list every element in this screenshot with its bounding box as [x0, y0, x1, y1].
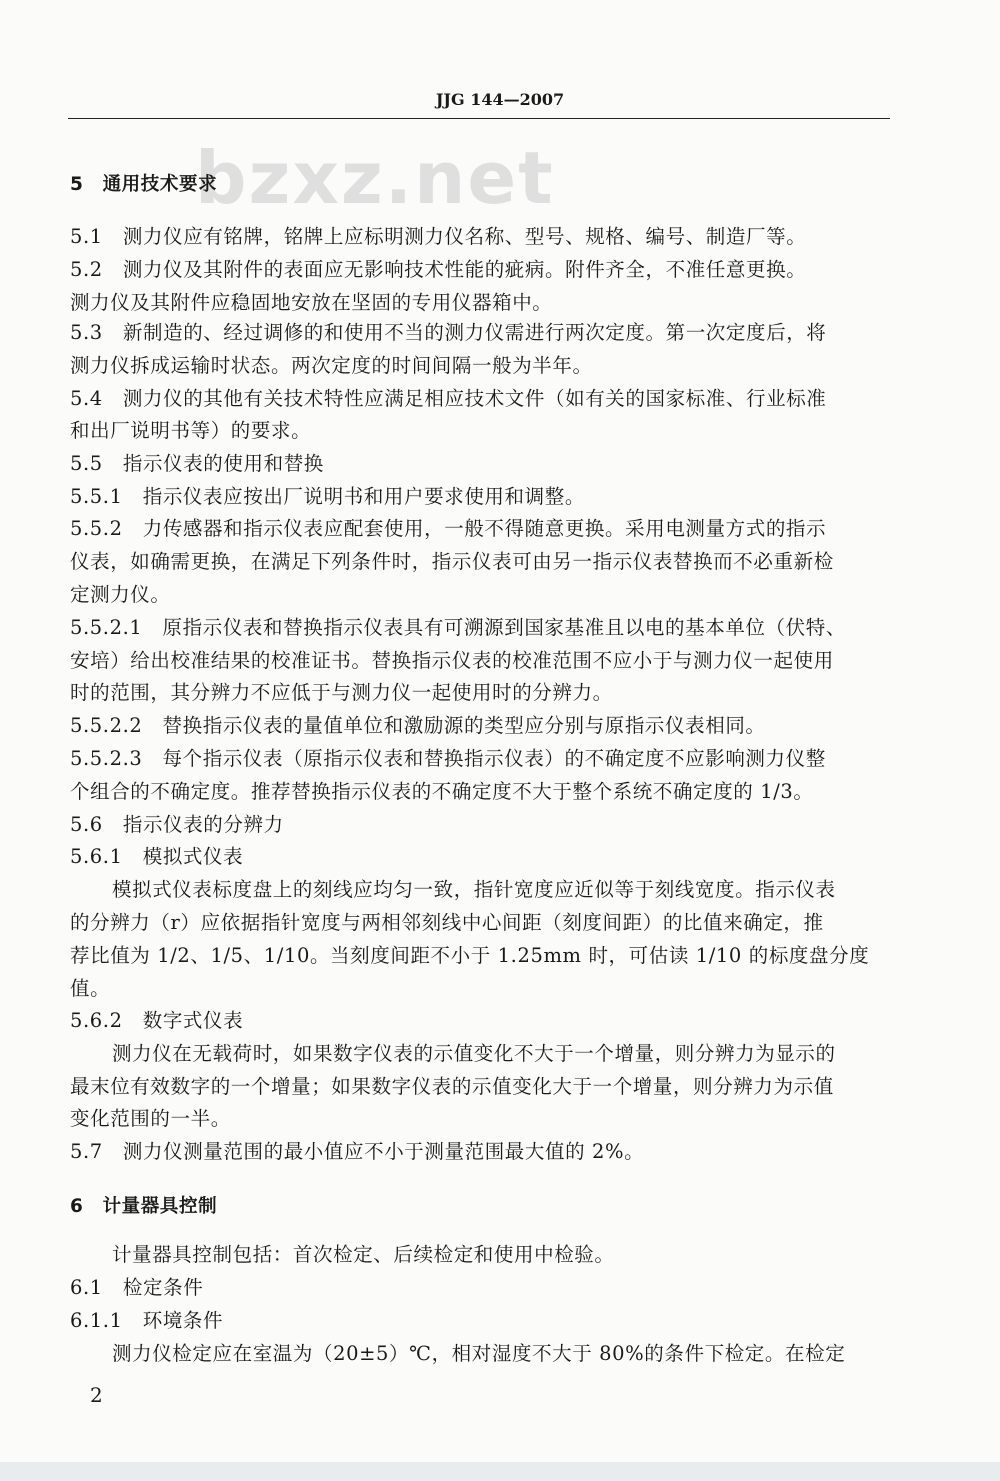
body-line: 测力仪检定应在室温为（20±5）℃，相对湿度不大于 80%的条件下检定。在检定: [112, 1342, 846, 1365]
body-line: 定测力仪。: [70, 583, 171, 606]
body-line: 5.7 测力仪测量范围的最小值应不小于测量范围最大值的 2%。: [70, 1140, 645, 1163]
body-line: 5.5.2.2 替换指示仪表的量值单位和激励源的类型应分别与原指示仪表相同。: [70, 714, 766, 737]
header-divider: [68, 118, 890, 119]
body-line: 5.6.1 模拟式仪表: [70, 845, 244, 868]
body-line: 安培）给出校准结果的校准证书。替换指示仪表的校准范围不应小于与测力仪一起使用: [70, 649, 834, 672]
body-line: 荐比值为 1/2、1/5、1/10。当刻度间距不小于 1.25mm 时，可估读 1/10 的标度盘分度: [70, 944, 870, 967]
page-header-title: JJG 144—2007: [435, 90, 565, 109]
body-line: 5.6.2 数字式仪表: [70, 1009, 244, 1032]
body-line: 5.5.1 指示仪表应按出厂说明书和用户要求使用和调整。: [70, 485, 585, 508]
body-line: 最末位有效数字的一个增量；如果数字仪表的示值变化大于一个增量，则分辨力为示值: [70, 1075, 834, 1098]
body-line: 的分辨力（r）应依据指针宽度与两相邻刻线中心间距（刻度间距）的比值来确定，推: [70, 911, 824, 934]
body-line: 测力仪在无载荷时，如果数字仪表的示值变化不大于一个增量，则分辨力为显示的: [112, 1042, 836, 1065]
body-line: 时的范围，其分辨力不应低于与测力仪一起使用时的分辨力。: [70, 681, 613, 704]
body-line: 5.2 测力仪及其附件的表面应无影响技术性能的疵病。附件齐全，不准任意更换。: [70, 258, 807, 281]
body-line: 仪表，如确需更换，在满足下列条件时，指示仪表可由另一指示仪表替换而不必重新检: [70, 550, 834, 573]
body-line: 测力仪拆成运输时状态。两次定度的时间间隔一般为半年。: [70, 354, 593, 377]
body-line: 5.5.2.1 原指示仪表和替换指示仪表具有可溯源到国家基准且以电的基本单位（伏特、: [70, 616, 846, 639]
body-line: 5.5.2.3 每个指示仪表（原指示仪表和替换指示仪表）的不确定度不应影响测力仪整: [70, 747, 826, 770]
body-line: 5.4 测力仪的其他有关技术特性应满足相应技术文件（如有关的国家标准、行业标准: [70, 387, 827, 410]
body-line: 6.1 检定条件: [70, 1276, 204, 1299]
body-line: 和出厂说明书等）的要求。: [70, 419, 312, 442]
section-heading: 5 通用技术要求: [70, 174, 218, 195]
body-line: 5.3 新制造的、经过调修的和使用不当的测力仪需进行两次定度。第一次定度后，将: [70, 321, 827, 344]
page-bottom-edge: [0, 1462, 1000, 1481]
body-line: 5.6 指示仪表的分辨力: [70, 813, 284, 836]
body-line: 6.1.1 环境条件: [70, 1309, 224, 1332]
body-line: 5.1 测力仪应有铭牌，铭牌上应标明测力仪名称、型号、规格、编号、制造厂等。: [70, 225, 807, 248]
body-line: 5.5 指示仪表的使用和替换: [70, 452, 324, 475]
body-line: 个组合的不确定度。推荐替换指示仪表的不确定度不大于整个系统不确定度的 1/3。: [70, 780, 814, 803]
body-line: 模拟式仪表标度盘上的刻线应均匀一致，指针宽度应近似等于刻线宽度。指示仪表: [112, 878, 836, 901]
body-line: 值。: [70, 977, 111, 1000]
watermark: bzxz.net: [195, 136, 555, 220]
body-line: 变化范围的一半。: [70, 1107, 231, 1130]
body-line: 5.5.2 力传感器和指示仪表应配套使用，一般不得随意更换。采用电测量方式的指示: [70, 517, 827, 540]
body-line: 测力仪及其附件应稳固地安放在坚固的专用仪器箱中。: [70, 291, 553, 314]
body-line: 计量器具控制包括：首次检定、后续检定和使用中检验。: [112, 1243, 615, 1266]
page-number: 2: [90, 1383, 103, 1407]
section-heading: 6 计量器具控制: [70, 1196, 218, 1217]
